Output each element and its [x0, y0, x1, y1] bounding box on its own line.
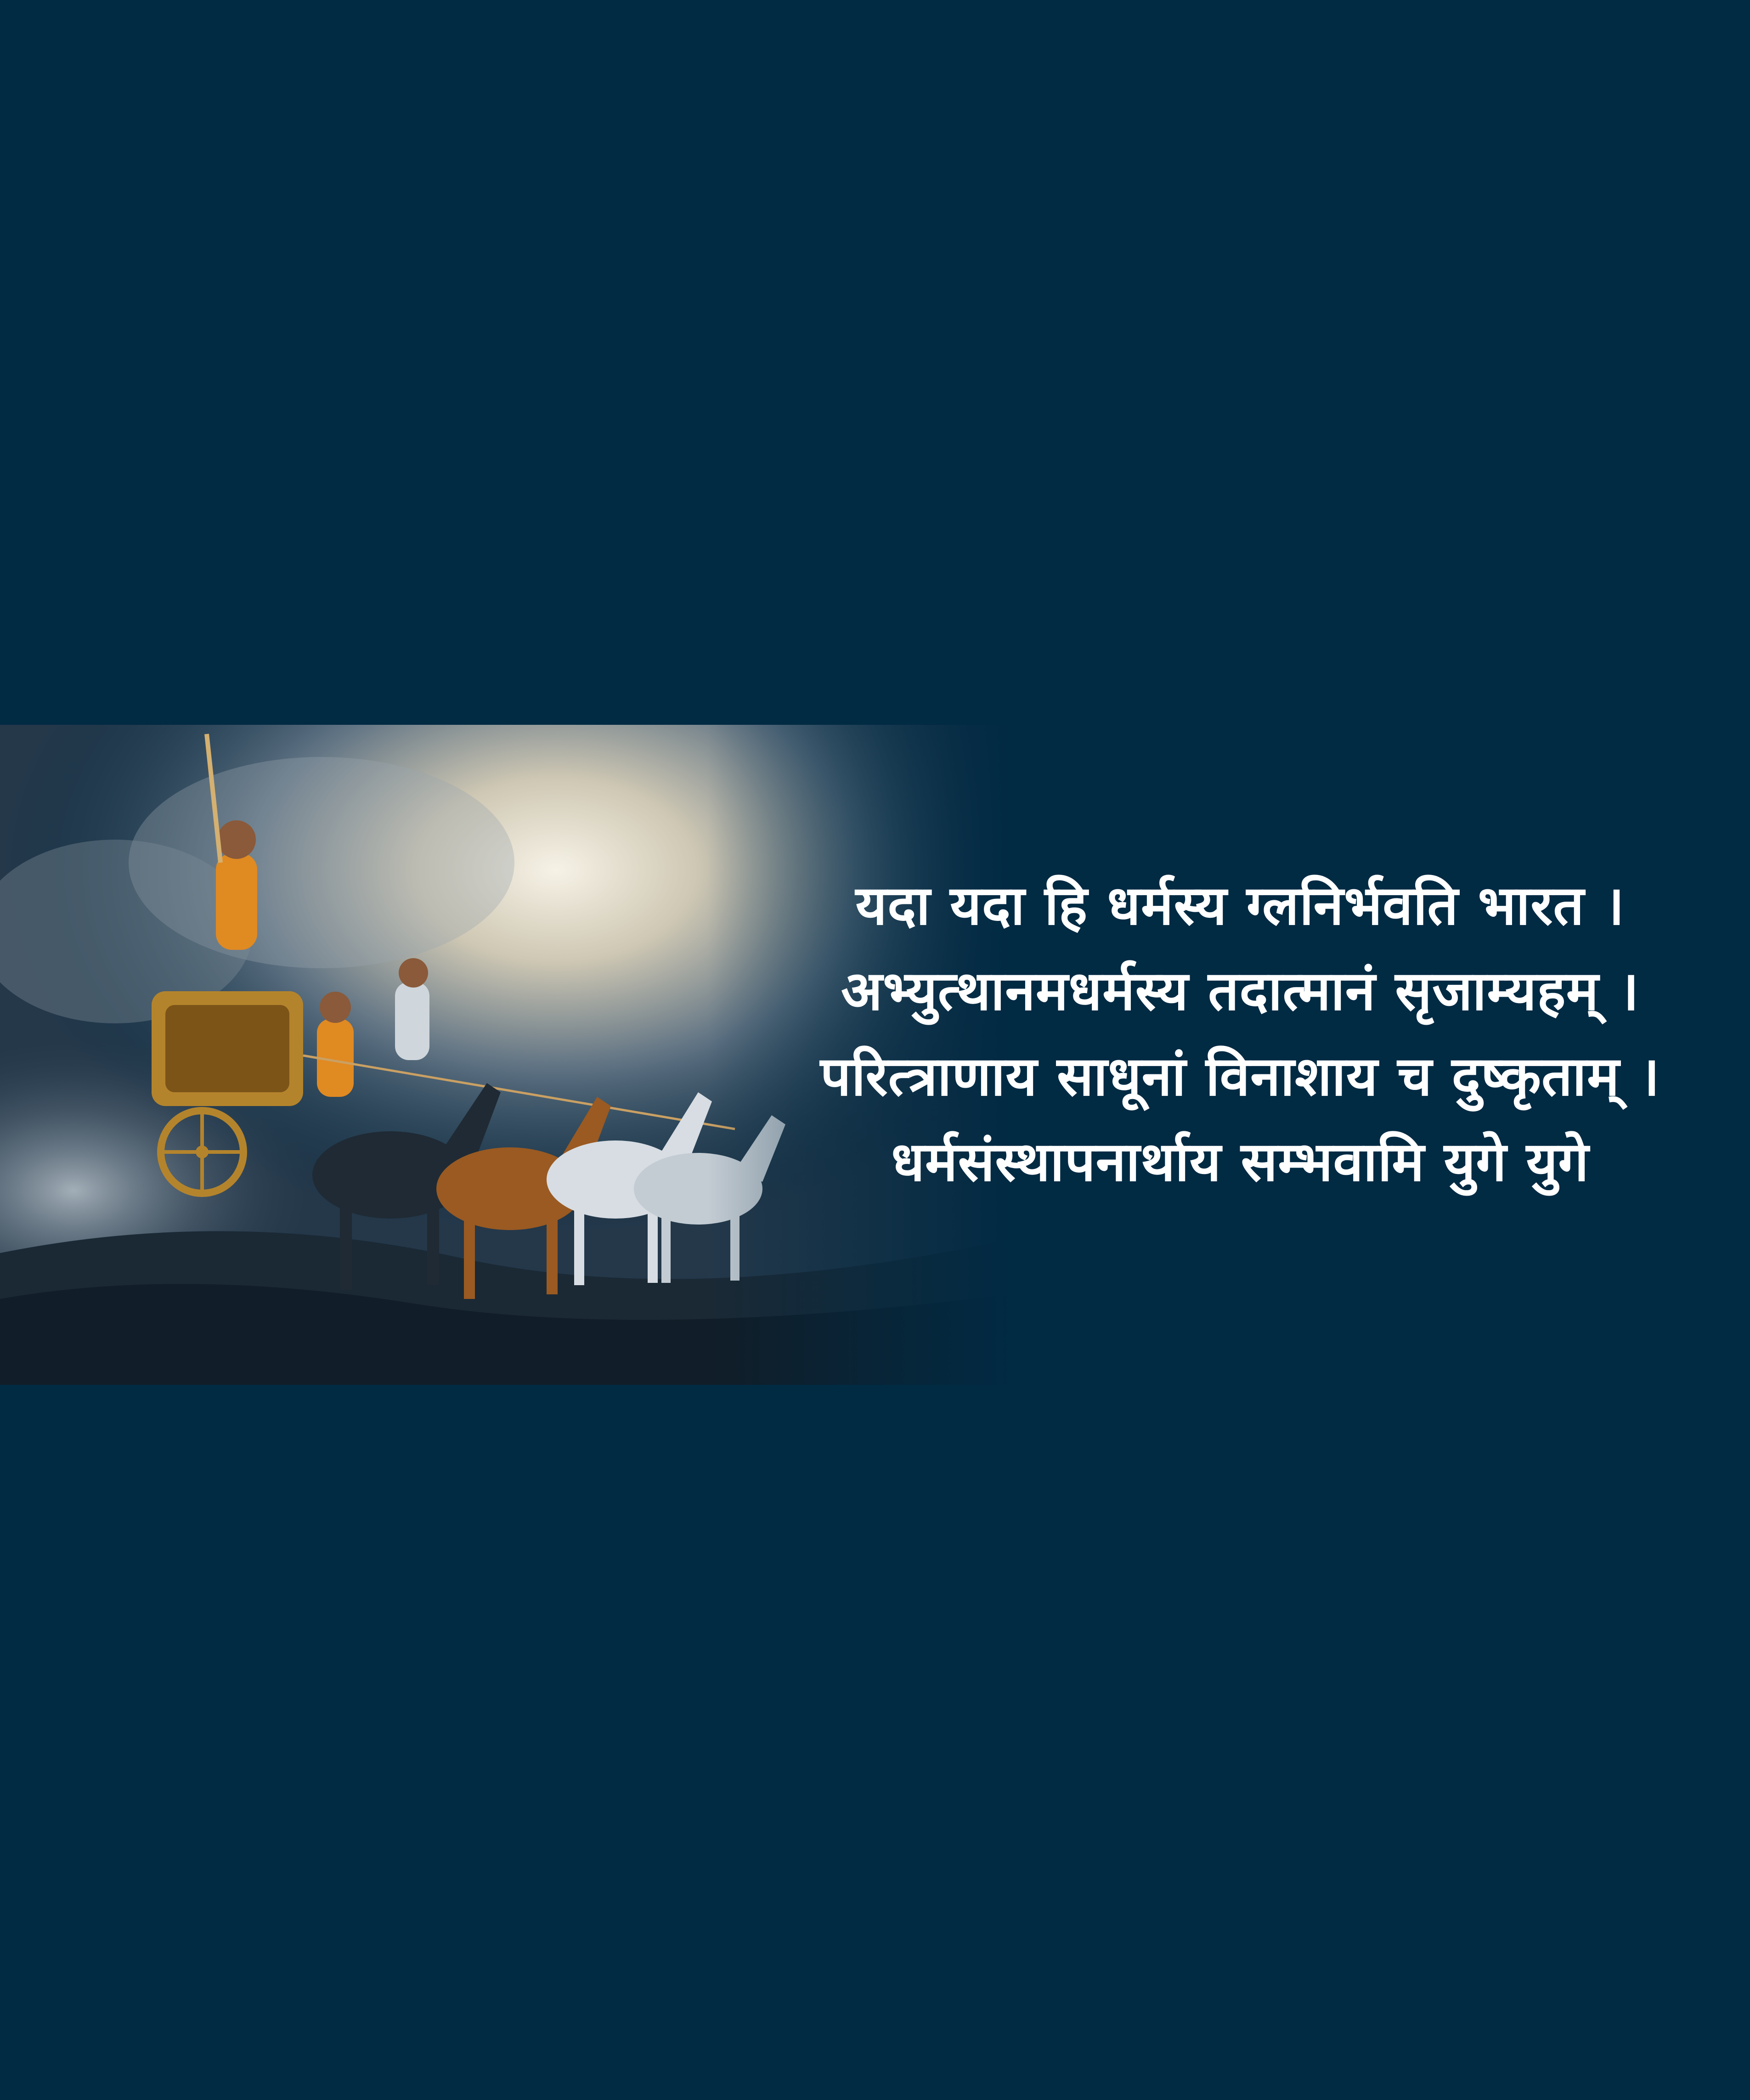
sanskrit-verse — [758, 863, 1722, 1204]
verse-line-4: धर्मसंस्थापनार्थाय सम्भवामि युगे युगे — [891, 1130, 1589, 1193]
gita-verse-banner — [0, 725, 1750, 1385]
verse-line-1: यदा यदा हि धर्मस्य ग्लनिर्भवति भारत । — [855, 874, 1625, 937]
verse-line-3: परित्त्राणाय साधूनां विनाशाय च दुष्कृताम् । — [820, 1044, 1660, 1108]
verse-line-2: अभ्युत्थानमधर्मस्य तदात्मानं सृजाम्यहम् । — [841, 959, 1640, 1022]
